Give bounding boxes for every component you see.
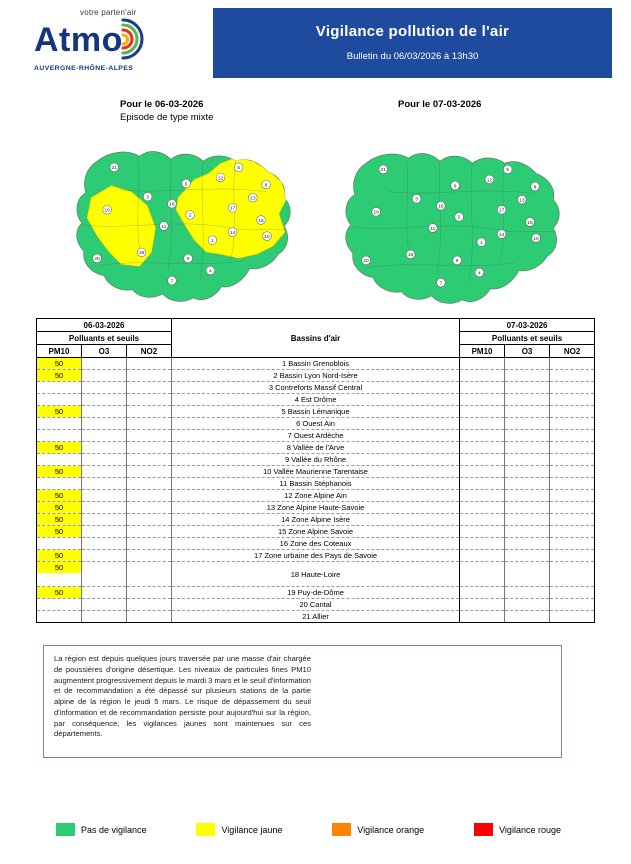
threshold-value: 50: [37, 502, 81, 513]
table-body: [37, 358, 595, 623]
pollutant-value: [505, 394, 550, 406]
pollutant-value: [127, 502, 172, 514]
pollutant-value: [460, 430, 505, 442]
col-no2-right: NO2: [550, 345, 595, 358]
bassin-name: 8 Vallée de l'Arve: [172, 442, 460, 454]
pollutant-value: [37, 526, 82, 538]
table-row: [37, 370, 595, 382]
col-o3-left: O3: [82, 345, 127, 358]
pollutant-value: [505, 514, 550, 526]
pollutant-value: [505, 418, 550, 430]
pollutant-value: [127, 430, 172, 442]
zone-number: 11: [161, 224, 167, 230]
table-row: [37, 430, 595, 442]
pollutant-value: [37, 406, 82, 418]
pollutant-value: [460, 562, 505, 587]
zone-number: 6: [184, 182, 188, 188]
table-row: [37, 502, 595, 514]
legend-label: Vigilance rouge: [499, 824, 561, 835]
comment-text: La région est depuis quelques jours traversée par une masse d'air chargée de poussières d'origine désertique. Les niveaux de particules fines PM10 augmentent progressivement depuis le mardi 3 mars et le seuil d'information et de recommandation a été dépassé sur plusieurs stations de la partie alpine de la région le jeudi 5 mars. Le risque de dépassement du seuil d'information et de recommandation persiste pour aujourd'hui sur la région, par conséquence, les vigilances jaunes sont maintenues sur ces départements.: [54, 654, 311, 739]
pollutant-value: [127, 526, 172, 538]
pollutant-value: [127, 599, 172, 611]
pollutant-value: [127, 550, 172, 562]
pollutant-value: [550, 358, 595, 370]
pollutant-value: [127, 490, 172, 502]
pollutant-value: [460, 418, 505, 430]
pollutant-value: [460, 611, 505, 623]
threshold-value: 50: [37, 442, 81, 453]
zone-number: 18: [407, 253, 414, 259]
logo-swirl-icon: [119, 16, 153, 62]
pollutant-value: [82, 466, 127, 478]
bassin-name: 10 Vallée Maurienne Tarentaise: [172, 466, 460, 478]
pollutant-value: [37, 550, 82, 562]
zone-number: 2: [188, 213, 192, 219]
pollutant-value: [37, 562, 82, 587]
pollutant-value: [127, 562, 172, 587]
pollutant-value: [460, 526, 505, 538]
zone-number: 5: [237, 166, 241, 172]
pollutant-value: [127, 587, 172, 599]
table-group-left: Polluants et seuils: [37, 332, 172, 345]
legend-label: Pas de vigilance: [81, 824, 147, 835]
bassin-name: 12 Zone Alpine Ain: [172, 490, 460, 502]
pollutant-value: [460, 502, 505, 514]
zone-number: 16: [169, 202, 175, 208]
bassin-name: 13 Zone Alpine Haute-Savoie: [172, 502, 460, 514]
threshold-value: 50: [37, 587, 81, 598]
bassin-name: 14 Zone Alpine Isère: [172, 514, 460, 526]
pollutant-value: [37, 466, 82, 478]
table-row: [37, 454, 595, 466]
bassin-name: 19 Puy-de-Dôme: [172, 587, 460, 599]
pollutant-value: [127, 454, 172, 466]
pollutant-value: [550, 550, 595, 562]
table-row: [37, 406, 595, 418]
table-row: [37, 550, 595, 562]
zone-number: 11: [430, 226, 436, 232]
pollutant-value: [550, 599, 595, 611]
pollutant-value: [550, 562, 595, 587]
table-row: [37, 599, 595, 611]
pollutant-value: [82, 370, 127, 382]
legend-item: [474, 823, 561, 836]
pollutant-value: [505, 562, 550, 587]
zone-number: 4: [209, 269, 212, 275]
col-pm10-right: PM10: [460, 345, 505, 358]
pollutant-value: [550, 418, 595, 430]
pollutant-value: [82, 430, 127, 442]
threshold-value: 50: [37, 526, 81, 537]
col-pm10-left: PM10: [37, 345, 82, 358]
pollutant-value: [505, 454, 550, 466]
table-row: [37, 382, 595, 394]
pollutant-value: [460, 599, 505, 611]
pollutant-value: [127, 406, 172, 418]
pollutant-value: [460, 454, 505, 466]
logo-region-name: AUVERGNE-RHÔNE-ALPES: [34, 65, 134, 72]
pollutant-value: [82, 587, 127, 599]
map-caption-left: [120, 99, 213, 123]
pollutant-value: [37, 538, 82, 550]
pollutant-value: [550, 502, 595, 514]
legend-item: [196, 823, 282, 836]
pollutant-value: [505, 538, 550, 550]
pollutant-value: [550, 382, 595, 394]
bassin-name: 18 Haute-Loire: [172, 562, 460, 587]
bassin-name: 3 Contreforts Massif Central: [172, 382, 460, 394]
pollutant-value: [37, 514, 82, 526]
pollutant-value: [460, 538, 505, 550]
threshold-value: 50: [37, 358, 81, 369]
pollutant-value: [460, 587, 505, 599]
pollutant-value: [82, 562, 127, 587]
pollutant-value: [505, 478, 550, 490]
pollutant-value: [550, 538, 595, 550]
legend-swatch-icon: [56, 823, 75, 836]
zone-number: 15: [258, 218, 264, 224]
pollutant-value: [82, 514, 127, 526]
bassin-name: 16 Zone des Coteaux: [172, 538, 460, 550]
table-row: [37, 478, 595, 490]
region-shape: [346, 153, 560, 303]
bassin-name: 2 Bassin Lyon Nord-Isère: [172, 370, 460, 382]
zone-number: 5: [506, 168, 510, 174]
pollutant-value: [127, 442, 172, 454]
table-row: [37, 442, 595, 454]
pollutant-value: [82, 599, 127, 611]
pollutant-value: [127, 418, 172, 430]
pollutant-value: [550, 611, 595, 623]
zone-number: 3: [415, 197, 418, 203]
pollutant-value: [82, 418, 127, 430]
pollutant-value: [550, 478, 595, 490]
map-date-right: Pour le 07-03-2026: [398, 99, 482, 110]
pollutant-value: [37, 502, 82, 514]
pollutant-value: [550, 430, 595, 442]
pollutant-value: [460, 442, 505, 454]
pollutant-value: [37, 587, 82, 599]
zone-number: 10: [264, 234, 270, 240]
pollutant-value: [505, 587, 550, 599]
table-row: [37, 418, 595, 430]
pollutant-value: [127, 538, 172, 550]
vigilance-map-left: [54, 139, 306, 311]
zone-number: 12: [217, 176, 224, 182]
table-row: [37, 587, 595, 599]
pollutant-value: [82, 490, 127, 502]
zone-number: 15: [527, 220, 533, 226]
threshold-value: 50: [37, 490, 81, 501]
zone-number: 3: [146, 195, 149, 201]
zone-number: 10: [533, 236, 539, 242]
pollutant-value: [127, 394, 172, 406]
pollutant-value: [127, 358, 172, 370]
zone-number: 9: [186, 257, 190, 263]
pollutant-value: [82, 382, 127, 394]
pollutant-value: [460, 394, 505, 406]
table-center-header: Bassins d'air: [172, 319, 460, 358]
bassin-name: 20 Cantal: [172, 599, 460, 611]
pollutant-value: [460, 358, 505, 370]
bassin-name: 9 Vallée du Rhône: [172, 454, 460, 466]
pollutant-value: [37, 611, 82, 623]
pollutant-value: [127, 370, 172, 382]
zone-number: 4: [478, 271, 481, 277]
atmo-logo: [34, 8, 204, 72]
map-caption-right: [398, 99, 481, 110]
pollutant-value: [550, 454, 595, 466]
legend: [56, 823, 561, 836]
legend-item: [332, 823, 424, 836]
table-row: [37, 562, 595, 587]
pollutant-value: [37, 430, 82, 442]
table-row: [37, 490, 595, 502]
bassin-name: 21 Allier: [172, 611, 460, 623]
table-row: [37, 514, 595, 526]
bassin-name: 17 Zone urbaine des Pays de Savoie: [172, 550, 460, 562]
pollutant-value: [82, 550, 127, 562]
logo-tagline: votre parten'air: [80, 8, 137, 17]
title-banner: [213, 8, 612, 78]
pollutant-value: [460, 550, 505, 562]
zone-number: 6: [453, 184, 457, 190]
zone-number: 13: [250, 196, 256, 202]
threshold-value: 50: [37, 370, 81, 381]
pollutant-value: [550, 394, 595, 406]
table-row: [37, 538, 595, 550]
threshold-value: 50: [37, 550, 81, 561]
zone-number: 19: [373, 210, 379, 216]
pollutant-value: [82, 454, 127, 466]
pollutant-value: [550, 406, 595, 418]
zone-number: 14: [498, 232, 505, 238]
pollutant-value: [37, 370, 82, 382]
table-row: [37, 466, 595, 478]
legend-swatch-icon: [196, 823, 215, 836]
logo-brand-text: Atmo: [34, 21, 123, 59]
pollutant-value: [505, 382, 550, 394]
bassin-name: 7 Ouest Ardèche: [172, 430, 460, 442]
table-date-right: 07-03-2026: [460, 319, 595, 332]
zone-number: 21: [111, 166, 117, 172]
legend-swatch-icon: [474, 823, 493, 836]
zone-number: 18: [138, 251, 145, 257]
zone-number: 1: [480, 240, 483, 246]
pollutant-value: [82, 611, 127, 623]
zone-number: 14: [229, 230, 236, 236]
table-date-left: 06-03-2026: [37, 319, 172, 332]
pollutant-value: [460, 478, 505, 490]
zone-number: 19: [104, 208, 110, 214]
comment-box: [43, 645, 562, 758]
pollutant-value: [505, 490, 550, 502]
threshold-value: 50: [37, 514, 81, 525]
pollutant-value: [550, 490, 595, 502]
pollutant-value: [127, 611, 172, 623]
zone-number: 12: [486, 178, 493, 184]
threshold-value: 50: [37, 466, 81, 477]
zone-number: 16: [438, 204, 444, 210]
table-row: [37, 394, 595, 406]
pollutant-value: [460, 466, 505, 478]
pollutant-value: [82, 406, 127, 418]
pollutant-value: [37, 418, 82, 430]
zone-number: 7: [439, 281, 443, 287]
pollutant-value: [37, 382, 82, 394]
pollutant-value: [505, 599, 550, 611]
pollutant-value: [550, 526, 595, 538]
vigilance-map-right: [323, 141, 575, 313]
bassin-name: 15 Zone Alpine Savoie: [172, 526, 460, 538]
bassin-name: 6 Ouest Ain: [172, 418, 460, 430]
pollutant-value: [82, 478, 127, 490]
zone-number: 17: [498, 208, 505, 214]
table-row: [37, 526, 595, 538]
pollutant-value: [82, 358, 127, 370]
pollutant-value: [460, 370, 505, 382]
pollutant-value: [127, 514, 172, 526]
bassin-name: 11 Bassin Stéphanois: [172, 478, 460, 490]
pollutant-value: [37, 442, 82, 454]
zone-number: 7: [170, 279, 174, 285]
pollutant-value: [550, 514, 595, 526]
map-episode-left: Episode de type mixte: [120, 112, 214, 123]
page-title: Vigilance pollution de l'air: [315, 23, 510, 40]
pollutant-value: [505, 442, 550, 454]
pollutant-value: [505, 502, 550, 514]
pollutant-value: [505, 430, 550, 442]
legend-swatch-icon: [332, 823, 351, 836]
pollutant-value: [37, 394, 82, 406]
zone-number: 8: [533, 185, 537, 191]
pollutant-value: [550, 370, 595, 382]
pollutant-value: [460, 490, 505, 502]
pollutant-value: [505, 526, 550, 538]
zone-number: 17: [229, 206, 236, 212]
pollutant-value: [37, 358, 82, 370]
table-group-right: Polluants et seuils: [460, 332, 595, 345]
pollutant-value: [505, 358, 550, 370]
pollutant-value: [550, 442, 595, 454]
pollutant-value: [127, 382, 172, 394]
legend-label: Vigilance jaune: [221, 824, 283, 835]
threshold-value: 50: [37, 562, 81, 573]
zone-number: 9: [455, 259, 459, 265]
pollutant-value: [37, 490, 82, 502]
bassin-name: 1 Bassin Grenoblois: [172, 358, 460, 370]
vigilance-table: [36, 318, 595, 623]
zone-number: 21: [380, 168, 386, 174]
pollutant-value: [127, 478, 172, 490]
bulletin-date: Bulletin du 06/03/2026 à 13h30: [346, 51, 479, 62]
pollutant-value: [82, 502, 127, 514]
map-date-left: Pour le 06-03-2026: [120, 99, 204, 110]
table-row: [37, 611, 595, 623]
zone-number: 2: [457, 215, 461, 221]
pollutant-value: [505, 370, 550, 382]
bassin-name: 5 Bassin Lémanique: [172, 406, 460, 418]
threshold-value: 50: [37, 406, 81, 417]
zone-number: 8: [264, 183, 268, 189]
pollutant-value: [127, 466, 172, 478]
legend-item: [56, 823, 147, 836]
pollutant-value: [82, 538, 127, 550]
pollutant-value: [550, 466, 595, 478]
pollutant-value: [82, 394, 127, 406]
pollutant-value: [460, 382, 505, 394]
zone-number: 1: [211, 238, 214, 244]
pollutant-value: [505, 466, 550, 478]
pollutant-value: [505, 406, 550, 418]
zone-number: 20: [363, 259, 369, 265]
zone-number: 13: [519, 198, 525, 204]
pollutant-value: [37, 478, 82, 490]
col-no2-left: NO2: [127, 345, 172, 358]
pollutant-value: [460, 514, 505, 526]
legend-label: Vigilance orange: [357, 824, 425, 835]
pollutant-value: [37, 454, 82, 466]
pollutant-value: [460, 406, 505, 418]
zone-number: 20: [94, 257, 100, 263]
pollutant-value: [82, 526, 127, 538]
table-row: [37, 358, 595, 370]
pollutant-value: [505, 611, 550, 623]
pollutant-value: [82, 442, 127, 454]
pollutant-value: [550, 587, 595, 599]
bassin-name: 4 Est Drôme: [172, 394, 460, 406]
pollutant-value: [505, 550, 550, 562]
col-o3-right: O3: [505, 345, 550, 358]
pollutant-value: [37, 599, 82, 611]
